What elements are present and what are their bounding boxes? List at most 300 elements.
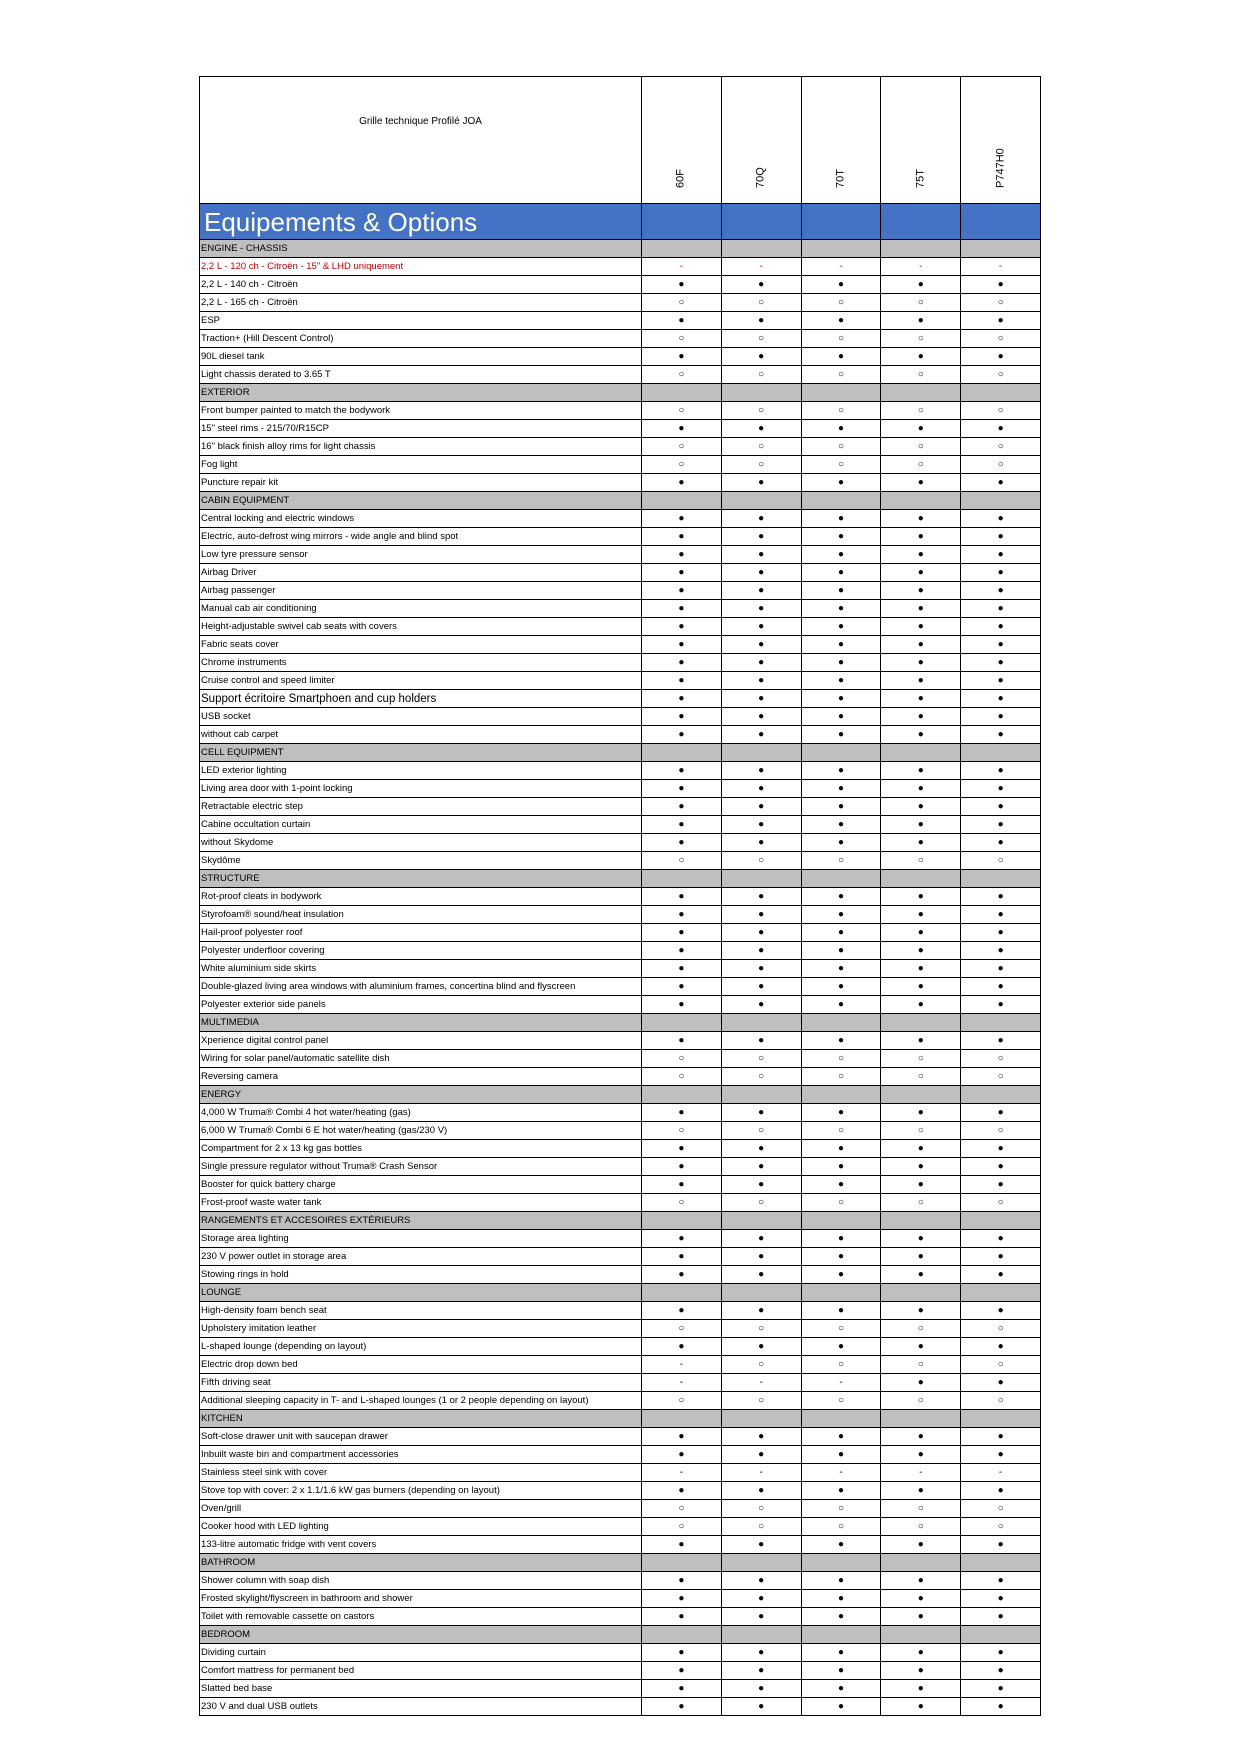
availability-cell: ● — [721, 348, 801, 366]
availability-cell: ○ — [721, 1356, 801, 1374]
table-row — [200, 1068, 1041, 1086]
table-row — [200, 348, 1041, 366]
section-title: EXTERIOR — [200, 384, 642, 402]
availability-cell: ● — [881, 1572, 961, 1590]
availability-cell: ○ — [881, 1392, 961, 1410]
section-cell — [642, 240, 722, 258]
availability-cell: ● — [801, 816, 881, 834]
availability-cell: ● — [642, 762, 722, 780]
availability-cell: ● — [642, 906, 722, 924]
availability-cell: ● — [881, 546, 961, 564]
section-cell — [721, 1284, 801, 1302]
availability-cell: ● — [961, 780, 1041, 798]
availability-cell: ● — [961, 600, 1041, 618]
availability-cell: ● — [642, 1590, 722, 1608]
availability-cell: ● — [801, 1104, 881, 1122]
availability-cell: ● — [881, 924, 961, 942]
table-row — [200, 708, 1041, 726]
availability-cell: ● — [961, 708, 1041, 726]
availability-cell: ● — [961, 618, 1041, 636]
availability-cell: ● — [642, 1662, 722, 1680]
availability-cell: ● — [881, 996, 961, 1014]
section-cell — [642, 1014, 722, 1032]
table-row — [200, 312, 1041, 330]
availability-cell: ● — [801, 888, 881, 906]
availability-cell: ● — [881, 1140, 961, 1158]
availability-cell: ● — [801, 1698, 881, 1716]
availability-cell: ● — [642, 510, 722, 528]
section-cell — [961, 1212, 1041, 1230]
section-cell — [881, 492, 961, 510]
item-label: Stainless steel sink with cover — [200, 1464, 642, 1482]
section-cell — [642, 384, 722, 402]
item-label: 4,000 W Truma® Combi 4 hot water/heating (gas) — [200, 1104, 642, 1122]
item-label: Central locking and electric windows — [200, 510, 642, 528]
availability-cell: ● — [881, 942, 961, 960]
availability-cell: ● — [961, 1536, 1041, 1554]
table-row — [200, 780, 1041, 798]
availability-cell: ● — [721, 1266, 801, 1284]
availability-cell: ● — [961, 1698, 1041, 1716]
availability-cell: ● — [801, 1266, 881, 1284]
availability-cell: ● — [961, 312, 1041, 330]
section-cell — [961, 1410, 1041, 1428]
section-cell — [801, 384, 881, 402]
availability-cell: ○ — [801, 330, 881, 348]
table-row — [200, 528, 1041, 546]
availability-cell: ○ — [961, 1320, 1041, 1338]
model-label: 70Q — [754, 167, 767, 188]
item-label: Electric, auto-defrost wing mirrors - wide angle and blind spot — [200, 528, 642, 546]
availability-cell: ○ — [721, 366, 801, 384]
availability-cell: ● — [961, 1428, 1041, 1446]
availability-cell: ● — [881, 1662, 961, 1680]
availability-cell: ● — [642, 816, 722, 834]
availability-cell: ● — [961, 1032, 1041, 1050]
section-cell — [961, 1086, 1041, 1104]
section-row — [200, 384, 1041, 402]
availability-cell: ● — [961, 1140, 1041, 1158]
availability-cell: ● — [721, 996, 801, 1014]
section-cell — [801, 1086, 881, 1104]
availability-cell: ○ — [961, 1050, 1041, 1068]
equipment-grid-body — [200, 77, 1041, 1716]
availability-cell: ● — [881, 1176, 961, 1194]
availability-cell: ○ — [801, 1068, 881, 1086]
availability-cell: ● — [961, 1248, 1041, 1266]
availability-cell: ○ — [881, 1050, 961, 1068]
section-cell — [721, 1554, 801, 1572]
banner-cell — [961, 204, 1041, 240]
availability-cell: ● — [642, 276, 722, 294]
item-label: 2,2 L - 120 ch - Citroën - 15" & LHD uniquement — [200, 258, 642, 276]
availability-cell: ● — [801, 1482, 881, 1500]
item-label: Polyester exterior side panels — [200, 996, 642, 1014]
availability-cell: ○ — [881, 402, 961, 420]
availability-cell: ● — [721, 618, 801, 636]
availability-cell: ● — [961, 1158, 1041, 1176]
availability-cell: ● — [642, 1680, 722, 1698]
item-label: Wiring for solar panel/automatic satellite dish — [200, 1050, 642, 1068]
section-cell — [961, 240, 1041, 258]
table-row — [200, 852, 1041, 870]
availability-cell: ○ — [881, 1518, 961, 1536]
table-row — [200, 906, 1041, 924]
section-cell — [801, 744, 881, 762]
table-row — [200, 1698, 1041, 1716]
availability-cell: ● — [881, 1248, 961, 1266]
section-cell — [721, 1626, 801, 1644]
table-row — [200, 1644, 1041, 1662]
availability-cell: ● — [721, 600, 801, 618]
availability-cell: ● — [961, 420, 1041, 438]
section-cell — [801, 1284, 881, 1302]
availability-cell: ● — [721, 798, 801, 816]
availability-cell: ○ — [721, 1122, 801, 1140]
availability-cell: ● — [721, 312, 801, 330]
item-label: Inbuilt waste bin and compartment accessories — [200, 1446, 642, 1464]
availability-cell: ● — [881, 1644, 961, 1662]
section-cell — [721, 384, 801, 402]
banner-row — [200, 204, 1041, 240]
availability-cell: ○ — [881, 1122, 961, 1140]
table-row — [200, 1608, 1041, 1626]
availability-cell: ● — [801, 798, 881, 816]
table-row — [200, 636, 1041, 654]
availability-cell: ○ — [721, 1518, 801, 1536]
section-cell — [961, 1554, 1041, 1572]
availability-cell: ○ — [881, 456, 961, 474]
availability-cell: ● — [642, 1446, 722, 1464]
availability-cell: ● — [642, 690, 722, 708]
table-row — [200, 1374, 1041, 1392]
item-label: Double-glazed living area windows with aluminium frames, concertina blind and flyscreen — [200, 978, 642, 996]
availability-cell: ○ — [961, 852, 1041, 870]
section-cell — [642, 744, 722, 762]
model-header-75t — [881, 77, 961, 204]
availability-cell: ● — [961, 1662, 1041, 1680]
availability-cell: ● — [801, 654, 881, 672]
section-title: LOUNGE — [200, 1284, 642, 1302]
availability-cell: ● — [642, 1230, 722, 1248]
item-label: Cooker hood with LED lighting — [200, 1518, 642, 1536]
table-row — [200, 402, 1041, 420]
availability-cell: ● — [721, 1698, 801, 1716]
availability-cell: ● — [961, 1266, 1041, 1284]
availability-cell: ● — [801, 276, 881, 294]
availability-cell: ● — [881, 1590, 961, 1608]
model-header-p747h0 — [961, 77, 1041, 204]
availability-cell: ○ — [961, 366, 1041, 384]
section-cell — [881, 1284, 961, 1302]
availability-cell: ● — [721, 1482, 801, 1500]
table-row — [200, 1662, 1041, 1680]
availability-cell: ● — [961, 1230, 1041, 1248]
availability-cell: ○ — [642, 438, 722, 456]
item-label: Soft-close drawer unit with saucepan drawer — [200, 1428, 642, 1446]
availability-cell: - — [642, 258, 722, 276]
availability-cell: ● — [801, 1608, 881, 1626]
availability-cell: ● — [881, 960, 961, 978]
availability-cell: ● — [801, 906, 881, 924]
availability-cell: ● — [881, 780, 961, 798]
availability-cell: ● — [801, 924, 881, 942]
availability-cell: ○ — [642, 1320, 722, 1338]
availability-cell: ○ — [961, 1194, 1041, 1212]
availability-cell: ● — [801, 474, 881, 492]
item-label: Manual cab air conditioning — [200, 600, 642, 618]
item-label: without Skydome — [200, 834, 642, 852]
table-row — [200, 960, 1041, 978]
item-label: White aluminium side skirts — [200, 960, 642, 978]
availability-cell: ○ — [881, 1500, 961, 1518]
section-row — [200, 1212, 1041, 1230]
availability-cell: ○ — [801, 402, 881, 420]
table-row — [200, 1050, 1041, 1068]
availability-cell: ● — [961, 654, 1041, 672]
availability-cell: - — [801, 258, 881, 276]
table-row — [200, 438, 1041, 456]
availability-cell: ● — [801, 996, 881, 1014]
availability-cell: ● — [721, 654, 801, 672]
availability-cell: ● — [801, 708, 881, 726]
table-row — [200, 1266, 1041, 1284]
model-label: 60F — [674, 169, 687, 188]
item-label: USB socket — [200, 708, 642, 726]
availability-cell: ● — [642, 708, 722, 726]
item-label: Front bumper painted to match the bodywork — [200, 402, 642, 420]
availability-cell: ● — [642, 978, 722, 996]
section-title: BATHROOM — [200, 1554, 642, 1572]
availability-cell: ● — [961, 978, 1041, 996]
availability-cell: ● — [721, 1608, 801, 1626]
section-cell — [642, 1554, 722, 1572]
item-label: Cabine occultation curtain — [200, 816, 642, 834]
availability-cell: ● — [801, 528, 881, 546]
section-cell — [881, 1554, 961, 1572]
availability-cell: ● — [721, 1176, 801, 1194]
availability-cell: ● — [961, 276, 1041, 294]
section-row — [200, 1626, 1041, 1644]
item-label: Electric drop down bed — [200, 1356, 642, 1374]
availability-cell: ● — [721, 690, 801, 708]
availability-cell: ● — [801, 636, 881, 654]
section-title: RANGEMENTS ET ACCESOIRES EXTÉRIEURS — [200, 1212, 642, 1230]
availability-cell: ● — [881, 762, 961, 780]
availability-cell: ● — [961, 672, 1041, 690]
availability-cell: ● — [881, 420, 961, 438]
availability-cell: ● — [642, 1338, 722, 1356]
availability-cell: ● — [721, 960, 801, 978]
table-row — [200, 1464, 1041, 1482]
availability-cell: ○ — [642, 294, 722, 312]
section-row — [200, 492, 1041, 510]
availability-cell: ● — [721, 1572, 801, 1590]
model-header-70q — [721, 77, 801, 204]
availability-cell: - — [721, 1374, 801, 1392]
availability-cell: ● — [801, 1230, 881, 1248]
availability-cell: ● — [801, 420, 881, 438]
availability-cell: ● — [801, 690, 881, 708]
item-label: Single pressure regulator without Truma® Crash Sensor — [200, 1158, 642, 1176]
availability-cell: ● — [801, 1140, 881, 1158]
banner-cell — [721, 204, 801, 240]
item-label: L-shaped lounge (depending on layout) — [200, 1338, 642, 1356]
availability-cell: ● — [881, 708, 961, 726]
availability-cell: ● — [642, 1428, 722, 1446]
availability-cell: ● — [642, 600, 722, 618]
availability-cell: ● — [881, 1428, 961, 1446]
banner-cell — [881, 204, 961, 240]
section-cell — [881, 240, 961, 258]
availability-cell: ● — [961, 474, 1041, 492]
availability-cell: ● — [642, 1176, 722, 1194]
availability-cell: ○ — [721, 1194, 801, 1212]
availability-cell: ● — [881, 1698, 961, 1716]
item-label: High-density foam bench seat — [200, 1302, 642, 1320]
availability-cell: ● — [801, 834, 881, 852]
availability-cell: ● — [881, 1680, 961, 1698]
table-row — [200, 762, 1041, 780]
table-row — [200, 816, 1041, 834]
section-cell — [961, 1284, 1041, 1302]
table-row — [200, 510, 1041, 528]
availability-cell: ● — [961, 924, 1041, 942]
item-label: 230 V power outlet in storage area — [200, 1248, 642, 1266]
section-cell — [721, 240, 801, 258]
section-row — [200, 1554, 1041, 1572]
table-row — [200, 942, 1041, 960]
availability-cell: ○ — [721, 330, 801, 348]
availability-cell: ○ — [642, 1050, 722, 1068]
availability-cell: ● — [961, 960, 1041, 978]
availability-cell: ● — [801, 762, 881, 780]
section-cell — [642, 1626, 722, 1644]
availability-cell: ● — [801, 564, 881, 582]
availability-cell: ● — [801, 1662, 881, 1680]
item-label: Light chassis derated to 3.65 T — [200, 366, 642, 384]
availability-cell: ● — [642, 528, 722, 546]
availability-cell: ● — [801, 600, 881, 618]
table-row — [200, 582, 1041, 600]
availability-cell: ● — [961, 942, 1041, 960]
section-cell — [801, 492, 881, 510]
section-row — [200, 1014, 1041, 1032]
item-label: Additional sleeping capacity in T- and L-shaped lounges (1 or 2 people depending on layout) — [200, 1392, 642, 1410]
availability-cell: ● — [721, 276, 801, 294]
table-row — [200, 1536, 1041, 1554]
item-label: Compartment for 2 x 13 kg gas bottles — [200, 1140, 642, 1158]
availability-cell: ○ — [801, 438, 881, 456]
availability-cell: ● — [642, 798, 722, 816]
availability-cell: ○ — [801, 1392, 881, 1410]
section-title: ENERGY — [200, 1086, 642, 1104]
availability-cell: ● — [801, 726, 881, 744]
availability-cell: ● — [721, 510, 801, 528]
section-row — [200, 870, 1041, 888]
availability-cell: ○ — [721, 402, 801, 420]
table-row — [200, 546, 1041, 564]
availability-cell: ○ — [881, 1320, 961, 1338]
item-label: Cruise control and speed limiter — [200, 672, 642, 690]
model-label: 75T — [914, 169, 927, 188]
availability-cell: ● — [721, 888, 801, 906]
section-cell — [881, 384, 961, 402]
availability-cell: ● — [721, 906, 801, 924]
section-cell — [642, 1410, 722, 1428]
item-label: 16" black finish alloy rims for light chassis — [200, 438, 642, 456]
table-row — [200, 1680, 1041, 1698]
section-cell — [801, 1014, 881, 1032]
availability-cell: ● — [801, 1032, 881, 1050]
item-label: Frosted skylight/flyscreen in bathroom and shower — [200, 1590, 642, 1608]
availability-cell: ○ — [961, 1518, 1041, 1536]
availability-cell: ○ — [801, 1194, 881, 1212]
section-cell — [642, 492, 722, 510]
table-row — [200, 1392, 1041, 1410]
availability-cell: ● — [961, 762, 1041, 780]
section-cell — [881, 1014, 961, 1032]
availability-cell: ● — [721, 672, 801, 690]
availability-cell: ● — [642, 942, 722, 960]
availability-cell: ● — [642, 1698, 722, 1716]
table-row — [200, 1104, 1041, 1122]
section-cell — [801, 1212, 881, 1230]
availability-cell: ● — [642, 1482, 722, 1500]
availability-cell: ● — [961, 1482, 1041, 1500]
section-cell — [721, 870, 801, 888]
availability-cell: ○ — [961, 456, 1041, 474]
table-row — [200, 1158, 1041, 1176]
availability-cell: ○ — [881, 366, 961, 384]
table-row — [200, 1518, 1041, 1536]
availability-cell: ● — [721, 816, 801, 834]
availability-cell: ● — [642, 1302, 722, 1320]
availability-cell: ● — [881, 348, 961, 366]
section-title: KITCHEN — [200, 1410, 642, 1428]
availability-cell: ● — [801, 348, 881, 366]
table-row — [200, 618, 1041, 636]
availability-cell: - — [642, 1464, 722, 1482]
availability-cell: ● — [721, 762, 801, 780]
availability-cell: ● — [642, 582, 722, 600]
section-title: MULTIMEDIA — [200, 1014, 642, 1032]
availability-cell: ● — [881, 1032, 961, 1050]
availability-cell: ● — [961, 348, 1041, 366]
table-row — [200, 258, 1041, 276]
item-label: Living area door with 1-point locking — [200, 780, 642, 798]
availability-cell: ○ — [801, 1320, 881, 1338]
table-row — [200, 564, 1041, 582]
table-row — [200, 1194, 1041, 1212]
availability-cell: ● — [642, 1572, 722, 1590]
section-cell — [721, 492, 801, 510]
availability-cell: ● — [881, 834, 961, 852]
availability-cell: ● — [961, 582, 1041, 600]
availability-cell: ● — [881, 474, 961, 492]
availability-cell: ○ — [642, 1122, 722, 1140]
availability-cell: ● — [642, 960, 722, 978]
section-title: BEDROOM — [200, 1626, 642, 1644]
availability-cell: ● — [721, 1590, 801, 1608]
section-cell — [721, 1410, 801, 1428]
availability-cell: ○ — [642, 852, 722, 870]
availability-cell: ● — [721, 1644, 801, 1662]
availability-cell: ● — [642, 348, 722, 366]
table-row — [200, 1428, 1041, 1446]
availability-cell: ● — [961, 564, 1041, 582]
availability-cell: ○ — [801, 294, 881, 312]
